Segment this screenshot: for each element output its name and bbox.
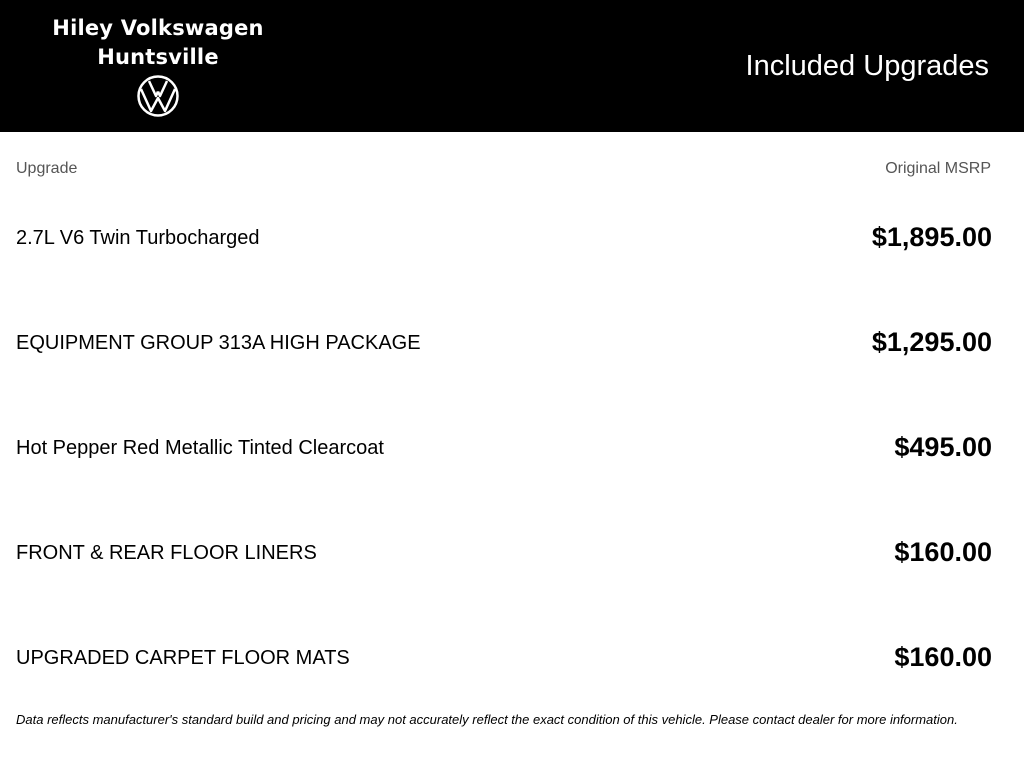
table-row [16, 500, 992, 605]
upgrade-name: 2.7L V6 Twin Turbocharged [16, 227, 260, 249]
dealer-logo [40, 14, 276, 118]
column-header-msrp: Original MSRP [885, 160, 991, 177]
disclaimer-text: Data reflects manufacturer's standard build and pricing and may not accurately reflect the exact condition of this vehicle. Please contact dealer for more information. [16, 712, 958, 727]
vw-logo-icon [136, 74, 180, 118]
upgrade-price: $1,295.00 [871, 327, 992, 357]
upgrade-price: $495.00 [894, 432, 992, 462]
upgrades-list [16, 185, 992, 710]
table-row [16, 605, 992, 710]
page-title: Included Upgrades [745, 50, 989, 82]
upgrade-name: EQUIPMENT GROUP 313A HIGH PACKAGE [16, 332, 421, 354]
upgrade-name: FRONT & REAR FLOOR LINERS [16, 542, 317, 564]
table-row [16, 290, 992, 395]
dealer-location: Huntsville [97, 45, 219, 69]
table-row [16, 395, 992, 500]
column-header-upgrade: Upgrade [16, 160, 78, 177]
header-banner [0, 0, 1024, 132]
upgrade-price: $160.00 [894, 642, 992, 672]
dealer-name: Hiley Volkswagen [52, 16, 264, 40]
upgrade-name: Hot Pepper Red Metallic Tinted Clearcoat [16, 437, 384, 459]
table-row [16, 185, 992, 290]
upgrade-price: $160.00 [894, 537, 992, 567]
upgrade-name: UPGRADED CARPET FLOOR MATS [16, 647, 350, 669]
upgrade-price: $1,895.00 [871, 222, 992, 252]
table-header [16, 160, 991, 180]
